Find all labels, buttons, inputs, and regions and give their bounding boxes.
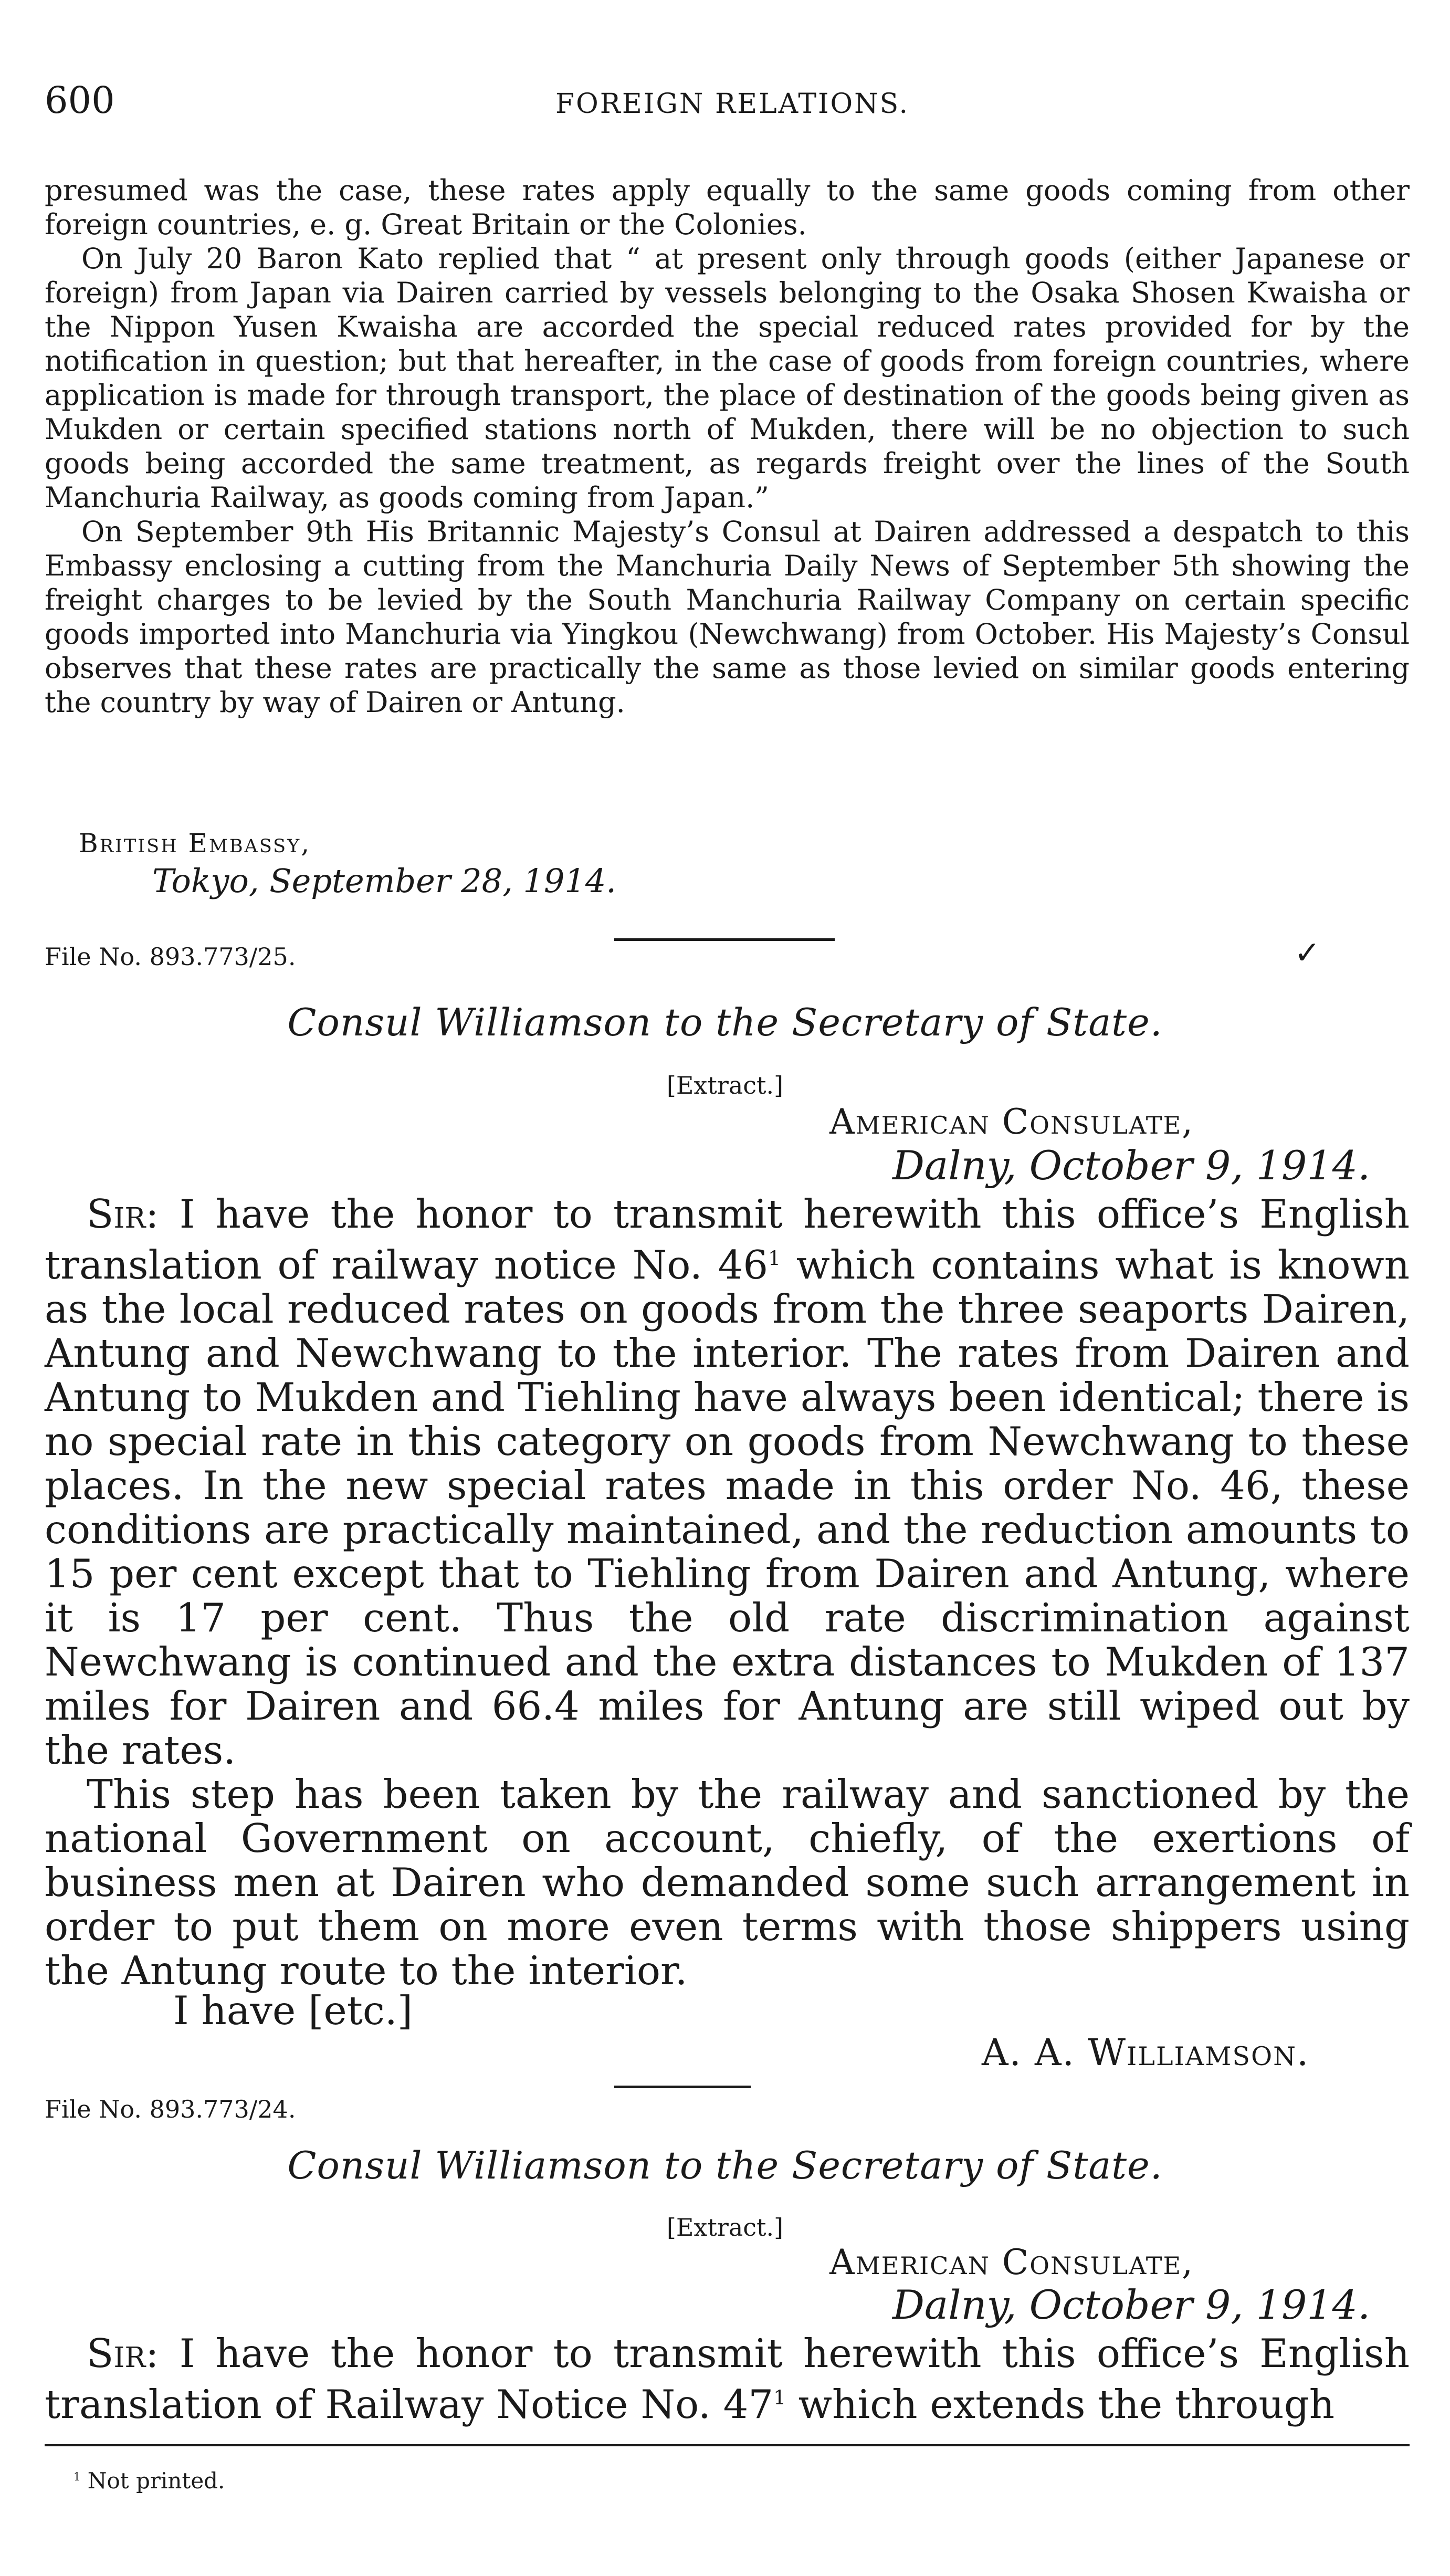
check-mark: ✓ (1294, 935, 1321, 971)
section-rule (614, 938, 835, 941)
footnote-rule (45, 2444, 1410, 2446)
dateline: Dalny, October 9, 1914. (892, 1142, 1371, 1189)
paragraph: presumed was the case, these rates apply equally to the same goods coming from other foreign countries, e. g. Great Britain or the Colonies. (45, 174, 1410, 241)
paragraph: On July 20 Baron Kato replied that “ at present only through goods (either Japanese or foreign) from Japan via Dairen carried by vessels belonging to the Osaka Shosen Kwaisha or the Nippon Yusen Kwaisha are accorded the special reduced rates provided for by the notification in question; but that hereafter, in the case of goods from foreign countries, where application is made for through transport, the place of destination of the goods being given as Mukden or certain specified stations north of Mukden, there will be no objection to such goods being accorded the same treatment, as regards freight over the lines of the South Manchuria Railway, as goods coming from Japan.” (45, 242, 1410, 514)
letter-body (45, 1192, 1410, 1993)
footnote-text: Not printed. (80, 2468, 225, 2494)
extract-label: [Extract.] (666, 1071, 784, 1099)
embassy-signature: British Embassy, (79, 828, 311, 858)
section-rule (614, 2086, 751, 2088)
footnote-reference: 1 (768, 1247, 781, 1270)
signer: A. A. Williamson. (982, 2031, 1310, 2074)
embassy-dateline: Tokyo, September 28, 1914. (152, 862, 616, 900)
signature-block (79, 824, 616, 900)
salutation: Sir (87, 2330, 146, 2376)
consulate-name: American Consulate, (829, 1102, 1194, 1142)
continued-text-block (45, 173, 1410, 719)
footnote-marker: 1 (73, 2470, 81, 2483)
closing: I have [etc.] (173, 1987, 413, 2034)
paragraph: Sir: I have the honor to transmit herewith this office’s English translation of railway notice No. $46^1$ which contains what is known as the local reduced rates on goods from the three seaports Dairen, Antung and Newchwang to the interior. The rates from Dairen and Antung to Mukden and Tiehling have always been identical; there is no special rate in this category on goods from Newchwang to these places. In the new special rates made in this order No. 46, these conditions are practically maintained, and the reduction amounts to 15 per cent except that to Tiehling from Dairen and Antung, where it is 17 per cent. Thus the old rate discrimination against Newchwang is continued and the extra distances to Mukden of 137 miles for Dairen and 66.4 miles for Antung are still wiped out by the rates. (45, 1191, 1410, 1773)
footnote-reference: 1 (773, 2386, 786, 2409)
running-head: FOREIGN RELATIONS. (555, 88, 909, 120)
file-number: File No. 893.773/24. (45, 2095, 296, 2123)
page-number: 600 (45, 79, 115, 122)
paragraph: Sir: I have the honor to transmit herewith this office’s English translation of Railway Notice No. $47^1$ which extends the through (45, 2330, 1410, 2427)
extract-label: [Extract.] (666, 2213, 784, 2242)
consulate-name: American Consulate, (829, 2242, 1194, 2282)
letter-body (45, 2331, 1410, 2426)
dateline: Dalny, October 9, 1914. (892, 2281, 1371, 2328)
document-title: Consul Williamson to the Secretary of State. (287, 1000, 1163, 1044)
file-number: File No. 893.773/25. (45, 943, 296, 971)
salutation: Sir (87, 1191, 146, 1237)
paragraph: This step has been taken by the railway and sanctioned by the national Government on account, chiefly, of the exertions of business men at Dairen who demanded some such arrangement in order to put them on more even terms with those shippers using the Antung route to the interior. (45, 1771, 1410, 1994)
document-title: Consul Williamson to the Secretary of State. (287, 2143, 1163, 2187)
page-header (45, 79, 1420, 131)
footnote (73, 2468, 225, 2494)
paragraph: On September 9th His Britannic Majesty’s Consul at Dairen addressed a despatch to this Embassy enclosing a cutting from the Manchuria Daily News of September 5th showing the freight charges to be levied by the South Manchuria Railway Company on certain specific goods imported into Manchuria via Yingkou (Newchwang) from October. His Majesty’s Consul observes that these rates are practically the same as those levied on similar goods entering the country by way of Dairen or Antung. (45, 515, 1410, 719)
